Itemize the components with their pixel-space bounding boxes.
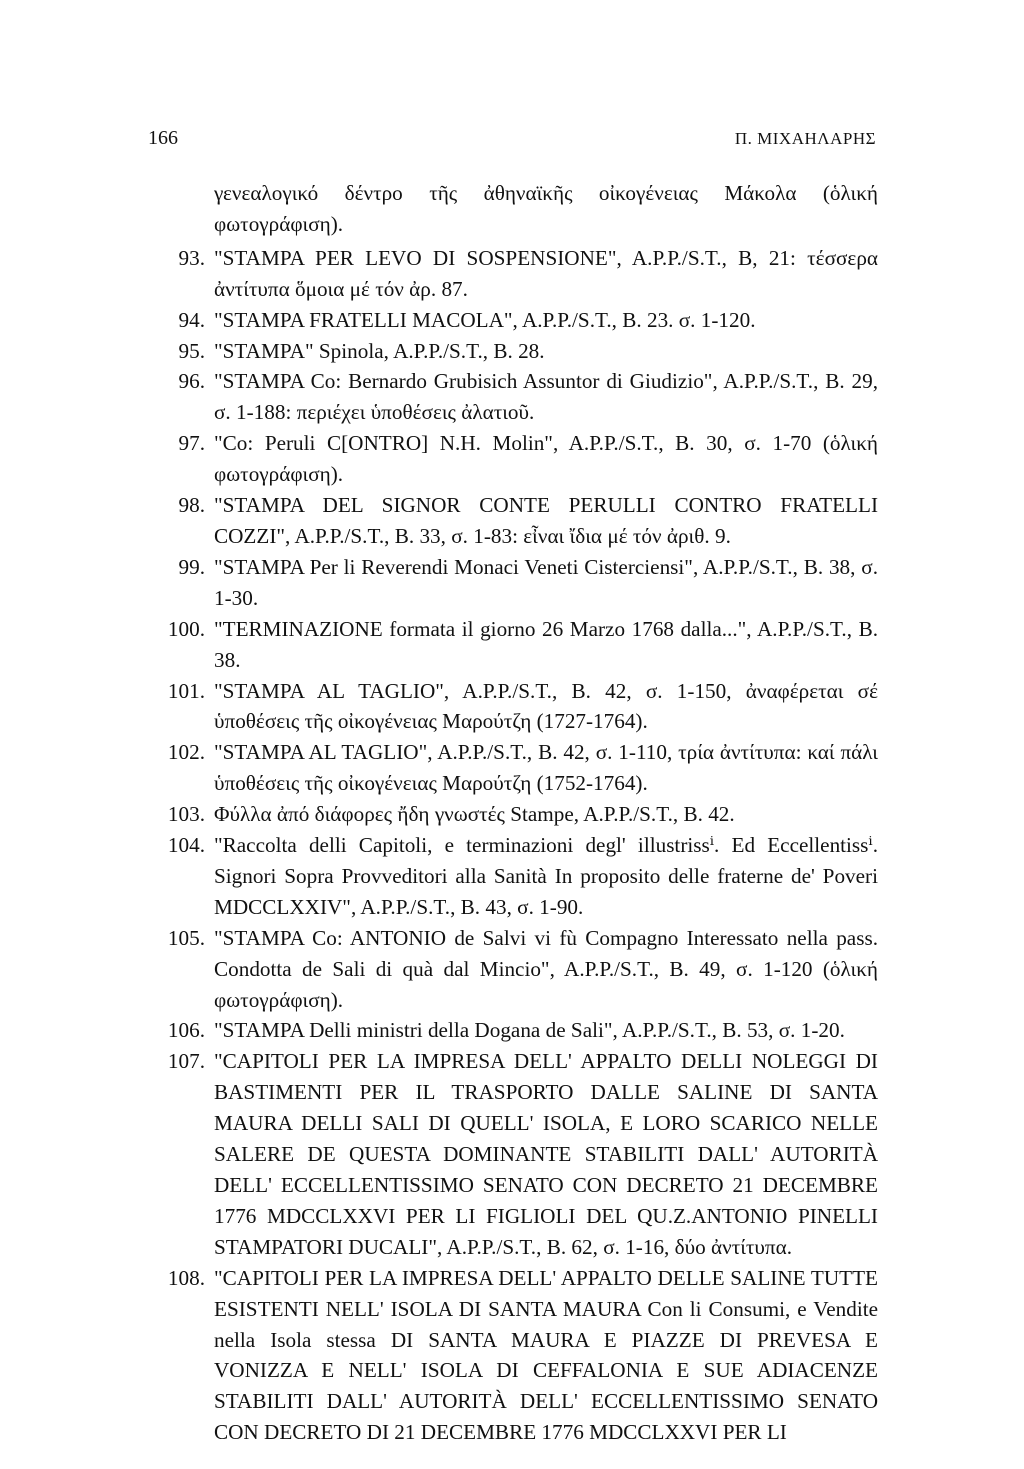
entry-number: 99. [178,554,205,579]
entry-text: "STAMPA Co: Bernardo Grubisich Assuntor di Giudizio", A.P.P./S.T., B. 29, σ. 1-188: περιέχει ὑποθέσεις ἀλατιοῦ. [214,369,878,425]
entry-number: 105. [167,925,205,950]
entry-text: "STAMPA AL TAGLIO", A.P.P./S.T., B. 42, σ. 1-150, ἀναφέρεται σέ ὑποθέσεις τῆς οἰκογένειας Μαρούτζη (1727-1764). [214,678,878,734]
entry-text: "STAMPA DEL SIGNOR CONTE PERULLI CONTRO FRATELLI COZZI", A.P.P./S.T., B. 33, σ. 1-83: εἶναι ἴδια μέ τόν ἀριθ. 9. [214,493,878,548]
list-item [150,490,878,552]
entry-text: "CAPITOLI PER LA IMPRESA DELL' APPALTO DELLI NOLEGGI DI BASTIMENTI PER IL TRASPORTO DALLE SALINE DI SANTA MAURA DELLI SALI DI QUELL' ISOLA, E LORO SCARICO NELLE SALERE DE QUESTA DOMINANTE STABILITI DALL' AUTORITÀ DELL' ECCELLENTISSIMO SENATO CON DECRETO 21 DECEMBRE 1776 MDCCLXXVI PER LI FIGLIOLI DEL QU.Z.ANTONIO PINELLI STAMPATORI DUCALI", A.P.P./S.T., B. 62, σ. 1-16, δύο ἀντίτυπα. [214,1049,878,1259]
entry-number: 97. [178,431,205,456]
entry-text: "STAMPA Delli ministri della Dogana de Sali", A.P.P./S.T., B. 53, σ. 1-20. [214,1018,845,1043]
entry-text: "Co: Peruli C[ONTRO] N.H. Molin", A.P.P./S.T., B. 30, σ. 1-70 (ὁλική φωτογράφιση). [214,431,878,487]
page-header [148,127,876,159]
entry-number: 102. [167,740,205,765]
entry-number: 103. [167,802,205,827]
entry-text: "STAMPA Co: ANTONIO de Salvi vi fù Compagno Interessato nella pass. Condotta de Sali di quà dal Mincio", A.P.P./S.T., B. 49, σ. 1-120 (ὁλική φωτογράφιση). [214,925,878,1012]
list-item [150,552,878,614]
list-item [150,305,878,336]
list-item [150,366,878,428]
entry-text: "STAMPA Per li Reverendi Monaci Veneti Cisterciensi", A.P.P./S.T., B. 38, σ. 1-30. [214,554,878,610]
entry-number: 107. [167,1049,205,1074]
list-item [150,1263,878,1448]
entry-number: 101. [167,678,205,703]
entry-number: 100. [167,616,205,641]
list-item [150,1015,878,1046]
entry-text: "STAMPA" Spinola, A.P.P./S.T., B. 28. [214,338,545,363]
entry-number: 94. [178,307,205,332]
entry-number: 95. [178,338,205,363]
list-item [150,614,878,676]
running-head: Π. ΜΙΧΑΗΛΑΡΗΣ [734,129,876,148]
entry-text: "CAPITOLI PER LA IMPRESA DELL' APPALTO DELLE SALINE TUTTE ESISTENTI NELL' ISOLA DI SANTA MAURA Con li Consumi, e Vendite nella Isola stessa DI SANTA MAURA E PIAZZE DI PREVESA E VONIZZA E NELL' ISOLA DI CEFFALONIA E SUE ADIACENZE STABILITI DALL' AUTORITÀ DELL' ECCELLENTISSIMO SENATO CON DECRETO DI 21 DECEMBRE 1776 MDCCLXXVI PER LI [214,1265,878,1445]
entry-number: 106. [167,1018,205,1043]
page-number: 166 [148,127,178,149]
list-item [150,336,878,367]
list-item [150,830,878,923]
entry-number: 96. [178,369,205,394]
list-item [150,428,878,490]
entry-text: "STAMPA AL TAGLIO", A.P.P./S.T., B. 42, σ. 1-110, τρία ἀντίτυπα: καί πάλι ὑποθέσεις τῆς οἰκογένειας Μαρούτζη (1752-1764). [214,740,878,796]
entry-text: Φύλλα ἀπό διάφορες ἤδη γνωστές Stampe, A.P.P./S.T., B. 42. [214,802,735,827]
body-text [150,178,878,1448]
list-item [150,676,878,738]
entry-text: "STAMPA PER LEVO DI SOSPENSIONE", A.P.P./S.T., B, 21: τέσσερα ἀντίτυπα ὅμοια μέ τόν ἀρ. 87. [214,245,878,301]
list-item [150,799,878,830]
list-item [150,1046,878,1262]
entry-number: 98. [178,493,205,518]
entry-list [150,243,878,1448]
entry-number: 108. [167,1265,205,1290]
list-item [150,243,878,305]
entry-text: "TERMINAZIONE formata il giorno 26 Marzo 1768 dalla...", A.P.P./S.T., B. 38. [214,616,878,672]
entry-number: 104. [167,833,205,858]
entry-number: 93. [178,245,205,270]
list-item [150,737,878,799]
intro-paragraph: γενεαλογικό δέντρο τῆς ἀθηναϊκῆς οἰκογένειας Μάκολα (ὁλική φωτογράφιση). [214,181,878,236]
list-item [150,923,878,1016]
entry-text: "Raccolta delli Capitoli, e terminazioni degl' illustrissⁱ. Ed Eccellentissⁱ. Signori Sopra Provveditori alla Sanità In proposito delle fraterne de' Poveri MDCCLXXIV", A.P.P./S.T., B. 43, σ. 1-90. [214,833,878,919]
entry-text: "STAMPA FRATELLI MACOLA", A.P.P./S.T., B. 23. σ. 1-120. [214,307,756,332]
